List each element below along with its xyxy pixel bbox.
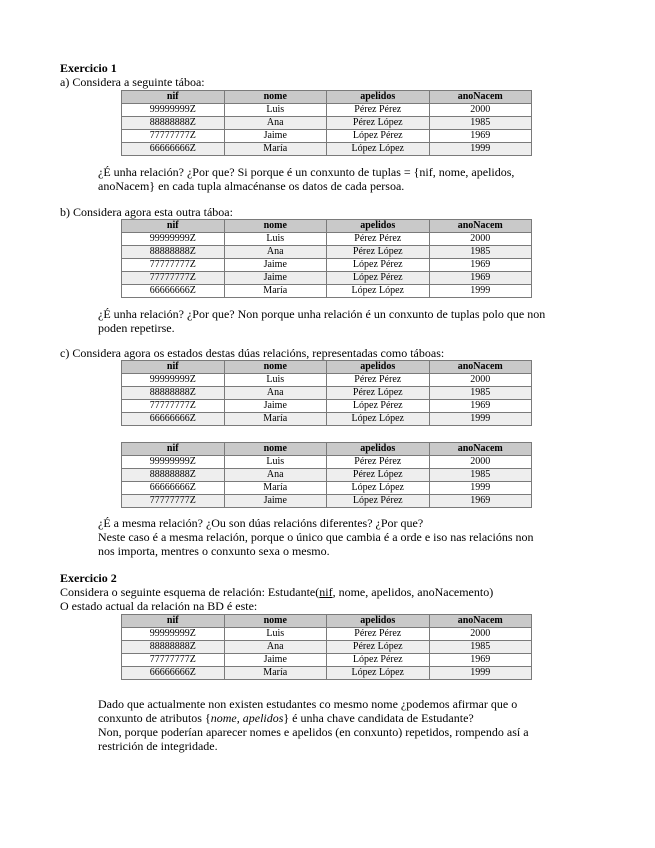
- table-cell: López López: [327, 285, 430, 298]
- exercise-1b-answer: [98, 307, 588, 335]
- column-header: anoNacem: [429, 443, 532, 456]
- table-cell: María: [224, 482, 327, 495]
- table-header-row: [122, 91, 532, 104]
- table-cell: Ana: [224, 641, 327, 654]
- table-2: [121, 614, 532, 680]
- table-cell: 2000: [429, 628, 532, 641]
- column-header: nome: [224, 443, 327, 456]
- table-cell: Jaime: [224, 130, 327, 143]
- exercise-2-title: Exercicio 2: [60, 571, 117, 585]
- table-cell: 88888888Z: [122, 469, 225, 482]
- table-cell: Pérez López: [327, 641, 430, 654]
- question-prefix: conxunto de atributos {: [98, 711, 211, 725]
- table-cell: López López: [327, 143, 430, 156]
- table-1c-second: [121, 442, 532, 508]
- exercise-1-title: Exercicio 1: [60, 61, 117, 75]
- table-cell: López Pérez: [327, 272, 430, 285]
- table-cell: Luis: [224, 104, 327, 117]
- column-header: anoNacem: [429, 361, 532, 374]
- column-header: apelidos: [327, 615, 430, 628]
- table-cell: Pérez López: [327, 469, 430, 482]
- table-cell: 99999999Z: [122, 233, 225, 246]
- column-header: apelidos: [327, 361, 430, 374]
- column-header: apelidos: [327, 220, 430, 233]
- table-cell: María: [224, 413, 327, 426]
- table-cell: Pérez López: [327, 246, 430, 259]
- column-header: apelidos: [327, 443, 430, 456]
- table-cell: 1985: [429, 246, 532, 259]
- table-cell: 77777777Z: [122, 495, 225, 508]
- table-cell: 88888888Z: [122, 117, 225, 130]
- column-header: nome: [224, 91, 327, 104]
- table-cell: 88888888Z: [122, 641, 225, 654]
- column-header: nif: [122, 615, 225, 628]
- table-row: [122, 495, 532, 508]
- exercise-1c-answer: [98, 516, 588, 558]
- table-cell: Pérez Pérez: [327, 374, 430, 387]
- question-line: [98, 711, 588, 725]
- table-cell: Pérez López: [327, 387, 430, 400]
- table-cell: Luis: [224, 628, 327, 641]
- schema-primary-key: nif: [319, 585, 333, 599]
- table-cell: María: [224, 285, 327, 298]
- column-header: nif: [122, 91, 225, 104]
- table-row: [122, 413, 532, 426]
- table-cell: 99999999Z: [122, 456, 225, 469]
- table-cell: Pérez Pérez: [327, 628, 430, 641]
- table-row: [122, 143, 532, 156]
- table-cell: 66666666Z: [122, 413, 225, 426]
- table-cell: 88888888Z: [122, 246, 225, 259]
- table-cell: Ana: [224, 117, 327, 130]
- column-header: nome: [224, 220, 327, 233]
- table-row: [122, 246, 532, 259]
- table-cell: 77777777Z: [122, 654, 225, 667]
- table-cell: Jaime: [224, 654, 327, 667]
- exercise-2-state-line: O estado actual da relación na BD é este:: [60, 599, 258, 613]
- table-cell: Pérez Pérez: [327, 456, 430, 469]
- table-cell: 77777777Z: [122, 400, 225, 413]
- table-cell: 1985: [429, 641, 532, 654]
- table-cell: 1969: [429, 272, 532, 285]
- table-row: [122, 469, 532, 482]
- table-1b: [121, 219, 532, 298]
- table-cell: 1985: [429, 117, 532, 130]
- answer-line: ¿É unha relación? ¿Por que? Non porque unha relación é un conxunto de tuplas polo que non: [98, 307, 546, 321]
- table-cell: Luis: [224, 374, 327, 387]
- table-cell: Pérez López: [327, 117, 430, 130]
- table-cell: 66666666Z: [122, 667, 225, 680]
- table-cell: 1985: [429, 387, 532, 400]
- exercise-1a-answer: [98, 165, 588, 193]
- column-header: nif: [122, 443, 225, 456]
- table-cell: Jaime: [224, 400, 327, 413]
- table-cell: 1999: [429, 413, 532, 426]
- question-suffix: } é unha chave candidata de Estudante?: [283, 711, 474, 725]
- table-cell: 99999999Z: [122, 374, 225, 387]
- table-cell: López López: [327, 413, 430, 426]
- table-row: [122, 400, 532, 413]
- table-cell: Ana: [224, 246, 327, 259]
- column-header: nif: [122, 361, 225, 374]
- table-cell: 1985: [429, 469, 532, 482]
- table-cell: 77777777Z: [122, 272, 225, 285]
- table-cell: 1969: [429, 654, 532, 667]
- table-row: [122, 233, 532, 246]
- table-cell: Ana: [224, 469, 327, 482]
- table-cell: López Pérez: [327, 259, 430, 272]
- table-cell: 1969: [429, 259, 532, 272]
- table-cell: López López: [327, 482, 430, 495]
- schema-prefix: Considera o seguinte esquema de relación: Estudante(: [60, 585, 320, 599]
- table-cell: Jaime: [224, 272, 327, 285]
- column-header: nome: [224, 361, 327, 374]
- table-cell: 77777777Z: [122, 259, 225, 272]
- answer-line: ¿É a mesma relación? ¿Ou son dúas relacións diferentes? ¿Por que?: [98, 516, 424, 530]
- table-cell: 2000: [429, 374, 532, 387]
- question-line: Dado que actualmente non existen estudantes co mesmo nome ¿podemos afirmar que o: [98, 697, 518, 711]
- table-cell: 2000: [429, 233, 532, 246]
- table-row: [122, 456, 532, 469]
- table-cell: Ana: [224, 387, 327, 400]
- table-row: [122, 117, 532, 130]
- column-header: anoNacem: [429, 91, 532, 104]
- table-row: [122, 285, 532, 298]
- table-cell: 99999999Z: [122, 628, 225, 641]
- table-1c-first: [121, 360, 532, 426]
- table-cell: 1999: [429, 285, 532, 298]
- column-header: nif: [122, 220, 225, 233]
- table-cell: 99999999Z: [122, 104, 225, 117]
- table-header-row: [122, 443, 532, 456]
- column-header: anoNacem: [429, 220, 532, 233]
- exercise-1a-intro: a) Considera a seguinte táboa:: [60, 75, 205, 89]
- table-row: [122, 259, 532, 272]
- table-row: [122, 654, 532, 667]
- table-cell: 66666666Z: [122, 285, 225, 298]
- table-cell: Jaime: [224, 259, 327, 272]
- answer-line: ¿É unha relación? ¿Por que? Si porque é un conxunto de tuplas = {nif, nome, apelidos,: [98, 165, 515, 179]
- table-cell: 88888888Z: [122, 387, 225, 400]
- table-cell: 2000: [429, 104, 532, 117]
- answer-line: nos importa, mentres o conxunto sexa o mesmo.: [98, 544, 330, 558]
- question-attributes: nome, apelidos: [210, 711, 284, 725]
- table-cell: Pérez Pérez: [327, 104, 430, 117]
- table-cell: López López: [327, 667, 430, 680]
- table-row: [122, 374, 532, 387]
- column-header: anoNacem: [429, 615, 532, 628]
- answer-line: anoNacem} en cada tupla almacénanse os datos de cada persoa.: [98, 179, 405, 193]
- table-cell: Jaime: [224, 495, 327, 508]
- table-cell: López Pérez: [327, 495, 430, 508]
- table-row: [122, 482, 532, 495]
- table-row: [122, 641, 532, 654]
- exercise-1c-intro: c) Considera agora os estados destas dúas relacións, representadas como táboas:: [60, 346, 445, 360]
- table-cell: 1999: [429, 667, 532, 680]
- table-row: [122, 104, 532, 117]
- table-cell: 77777777Z: [122, 130, 225, 143]
- table-header-row: [122, 220, 532, 233]
- exercise-2-schema: [60, 585, 493, 599]
- table-row: [122, 628, 532, 641]
- table-cell: 1999: [429, 482, 532, 495]
- answer-line: Non, porque poderían aparecer nomes e apelidos (en conxunto) repetidos, rompendo así a: [98, 725, 529, 739]
- table-header-row: [122, 361, 532, 374]
- table-row: [122, 272, 532, 285]
- answer-line: restrición de integridade.: [98, 739, 218, 753]
- table-cell: 1999: [429, 143, 532, 156]
- column-header: nome: [224, 615, 327, 628]
- table-cell: María: [224, 143, 327, 156]
- table-cell: María: [224, 667, 327, 680]
- answer-line: poden repetirse.: [98, 321, 175, 335]
- exercise-1b-intro: b) Considera agora esta outra táboa:: [60, 205, 233, 219]
- table-cell: López Pérez: [327, 654, 430, 667]
- schema-suffix: , nome, apelidos, anoNacemento): [332, 585, 494, 599]
- table-row: [122, 130, 532, 143]
- column-header: apelidos: [327, 91, 430, 104]
- answer-line: Neste caso é a mesma relación, porque o único que cambia é a orde e iso nas relacións non: [98, 530, 534, 544]
- table-cell: López Pérez: [327, 130, 430, 143]
- table-cell: 66666666Z: [122, 143, 225, 156]
- table-cell: 2000: [429, 456, 532, 469]
- table-1a: [121, 90, 532, 156]
- table-cell: Pérez Pérez: [327, 233, 430, 246]
- table-cell: López Pérez: [327, 400, 430, 413]
- table-cell: 1969: [429, 130, 532, 143]
- table-row: [122, 667, 532, 680]
- table-row: [122, 387, 532, 400]
- exercise-2-question: [98, 697, 588, 753]
- table-header-row: [122, 615, 532, 628]
- table-cell: Luis: [224, 233, 327, 246]
- table-cell: Luis: [224, 456, 327, 469]
- table-cell: 66666666Z: [122, 482, 225, 495]
- table-cell: 1969: [429, 400, 532, 413]
- table-cell: 1969: [429, 495, 532, 508]
